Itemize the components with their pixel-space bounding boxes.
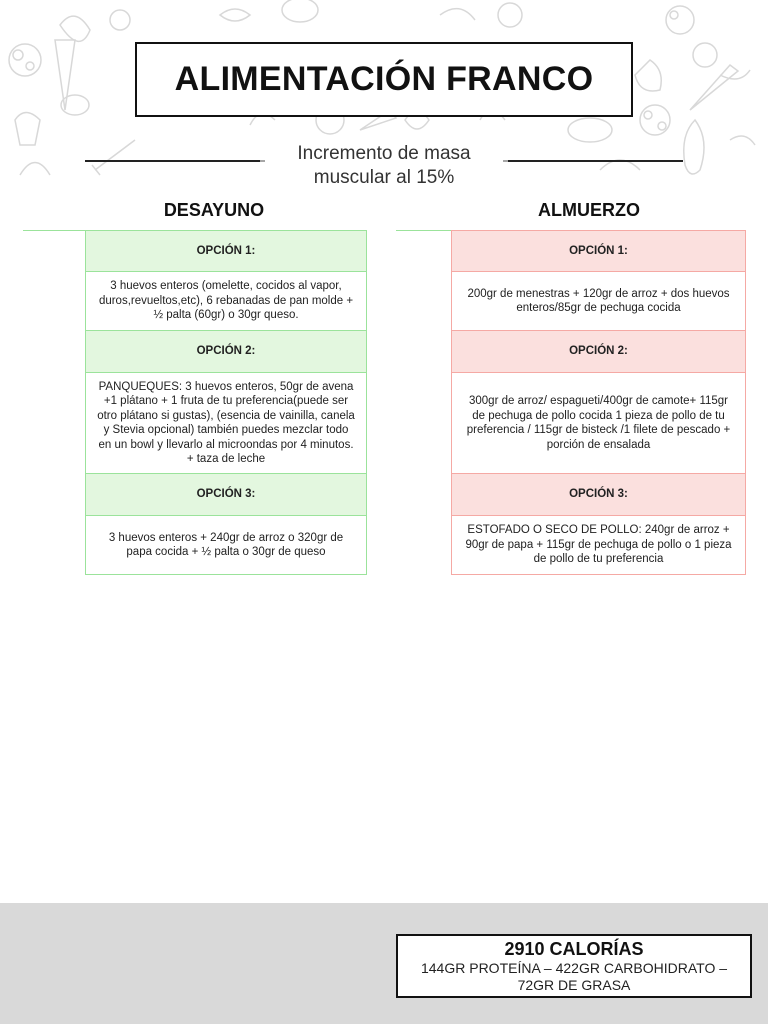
- desayuno-option-1-label: OPCIÓN 1:: [85, 230, 367, 272]
- calories-total: 2910 CALORÍAS: [504, 939, 644, 959]
- almuerzo-option-2-label: OPCIÓN 2:: [451, 331, 746, 373]
- almuerzo-option-1-label: OPCIÓN 1:: [451, 230, 746, 272]
- subtitle-right-rule: [503, 160, 683, 162]
- page-title: ALIMENTACIÓN FRANCO: [135, 42, 633, 117]
- almuerzo-option-2-text: 300gr de arroz/ espagueti/400gr de camote+ 115gr de pechuga de pollo cocida 1 pieza de pollo de tu preferencia / 115gr de bisteck /1 filete de pescado + porción de ensalada: [451, 373, 746, 474]
- desayuno-accent-line: [23, 230, 85, 231]
- desayuno-option-2-label: OPCIÓN 2:: [85, 331, 367, 373]
- almuerzo-option-3-label: OPCIÓN 3:: [451, 474, 746, 516]
- desayuno-option-2-text: PANQUEQUES: 3 huevos enteros, 50gr de avena +1 plátano + 1 fruta de tu preferencia(puede ser otro plátano si gustas), (esencia de vainilla, canela y Stevia opcional) también puedes mezclar todo en un bowl y llevarlo al microondas por 4 minutos. + taza de leche: [85, 373, 367, 474]
- almuerzo-option-3-text: ESTOFADO O SECO DE POLLO: 240gr de arroz + 90gr de papa + 115gr de pechuga de pollo o 1 pieza de pollo de tu preferencia: [451, 516, 746, 575]
- calories-summary-box: [396, 934, 752, 998]
- macros-breakdown: 144GR PROTEÍNA – 422GR CARBOHIDRATO – 72GR DE GRASA: [420, 960, 728, 993]
- desayuno-table: [85, 230, 367, 575]
- subtitle-left-rule: [85, 160, 265, 162]
- almuerzo-table: [451, 230, 746, 575]
- desayuno-option-3-text: 3 huevos enteros + 240gr de arroz o 320gr de papa cocida + ½ palta o 30gr de queso: [85, 516, 367, 575]
- almuerzo-option-1-text: 200gr de menestras + 120gr de arroz + dos huevos enteros/85gr de pechuga cocida: [451, 272, 746, 331]
- desayuno-option-3-label: OPCIÓN 3:: [85, 474, 367, 516]
- almuerzo-accent-line: [396, 230, 451, 231]
- almuerzo-heading: ALMUERZO: [538, 200, 640, 220]
- desayuno-option-1-text: 3 huevos enteros (omelette, cocidos al vapor, duros,revueltos,etc), 6 rebanadas de pan molde + ½ palta (60gr) o 30gr queso.: [85, 272, 367, 331]
- page-subtitle: Incremento de masa muscular al 15%: [260, 142, 508, 190]
- desayuno-heading: DESAYUNO: [163, 200, 265, 220]
